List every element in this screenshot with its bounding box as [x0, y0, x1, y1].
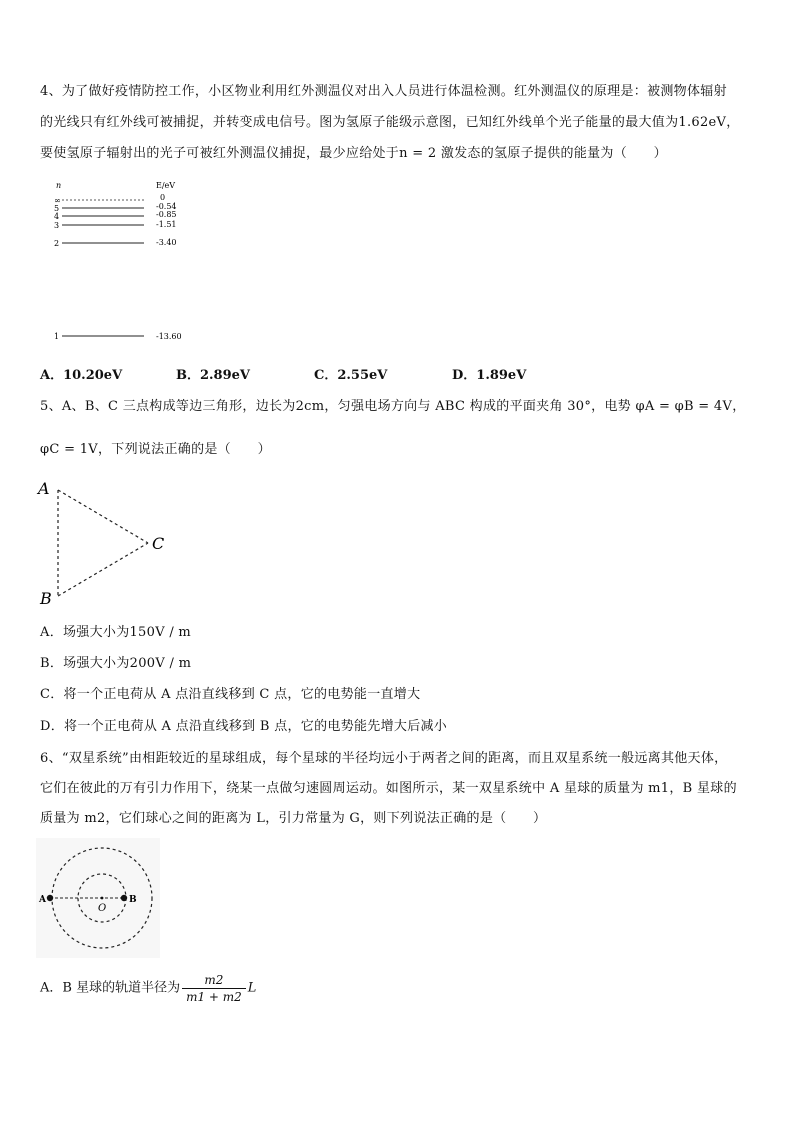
q5-option-c: C．将一个正电荷从 A 点沿直线移到 C 点，它的电势能一直增大 — [40, 687, 421, 702]
level-4-n: 4 — [54, 212, 60, 221]
star-b-label: B — [129, 895, 137, 905]
q4-line3: 要使氢原子辐射出的光子可被红外测温仪捕捉，最少应给处于n = 2 激发态的氢原子提供的能量为（ ） — [40, 146, 667, 161]
level-5-e: -0.54 — [156, 202, 177, 211]
q5-option-d: D．将一个正电荷从 A 点沿直线移到 B 点，它的电势能先增大后减小 — [40, 719, 448, 734]
vertex-c-label: C — [152, 534, 165, 553]
q6-line1: 6、“双星系统”由相距较近的星球组成，每个星球的半径均远小于两者之间的距离，而且双星系统一般远离其他天体， — [40, 751, 728, 766]
q5-option-b: B．场强大小为200V / m — [40, 656, 192, 671]
center-o-label: O — [98, 903, 107, 914]
level-3-n: 3 — [54, 221, 60, 230]
q5-option-a: A．场强大小为150V / m — [40, 625, 192, 640]
star-a — [47, 895, 53, 901]
level-inf-n: ∞ — [54, 196, 61, 205]
fraction-denominator: m1 + m2 — [186, 990, 242, 1004]
vertex-b-label: B — [40, 589, 52, 606]
level-inf-e: 0 — [160, 193, 166, 202]
vertex-a-label: A — [38, 479, 50, 498]
q4-option-c: C．2.55eV — [314, 368, 388, 383]
level-5-n: 5 — [54, 204, 60, 213]
level-2-e: -3.40 — [156, 238, 177, 247]
edge-ac — [58, 490, 148, 543]
center-o — [101, 897, 104, 900]
energy-level-diagram — [48, 176, 208, 346]
level-1-n: 1 — [54, 332, 60, 341]
diagram-e-header: E/eV — [156, 181, 176, 190]
level-2-n: 2 — [54, 239, 60, 248]
q4-line1: 4、为了做好疫情防控工作，小区物业利用红外测温仪对出入人员进行体温检测。红外测温仪的原理是：被测物体辐射 — [40, 84, 727, 99]
star-a-label: A — [39, 895, 46, 905]
q6-option-a-suffix: L — [247, 980, 257, 996]
q6-option-a-prefix: A．B 星球的轨道半径为 — [40, 980, 181, 996]
fraction-numerator: m2 — [182, 972, 246, 989]
level-4-e: -0.85 — [156, 210, 177, 219]
q6-option-a-fraction — [182, 972, 246, 1005]
q6-line3: 质量为 m2，它们球心之间的距离为 L，引力常量为 G，则下列说法正确的是（ ） — [40, 811, 547, 826]
triangle-figure — [36, 476, 176, 606]
edge-bc — [58, 543, 148, 596]
q4-option-b: B．2.89eV — [176, 368, 251, 383]
q4-option-a: A．10.20eV — [40, 368, 123, 383]
level-1-e: -13.60 — [156, 332, 182, 341]
q5-line2: φC = 1V，下列说法正确的是（ ） — [40, 442, 271, 457]
diagram-n-header: n — [56, 181, 62, 190]
level-3-e: -1.51 — [156, 220, 177, 229]
q4-option-d: D．1.89eV — [452, 368, 527, 383]
star-b — [121, 895, 127, 901]
q6-option-a — [40, 972, 256, 1005]
q4-line2: 的光线只有红外线可被捕捉，并转变成电信号。图为氢原子能级示意图，已知红外线单个光子能量的最大值为1.62eV， — [40, 115, 740, 130]
binary-star-figure — [36, 838, 160, 958]
q6-line2: 它们在彼此的万有引力作用下，绕某一点做匀速圆周运动。如图所示，某一双星系统中 A 星球的质量为 m1，B 星球的 — [40, 781, 737, 796]
q5-line1: 5、A、B、C 三点构成等边三角形，边长为2cm，匀强电场方向与 ABC 构成的平面夹角 30°，电势 φA = φB = 4V， — [40, 399, 746, 414]
